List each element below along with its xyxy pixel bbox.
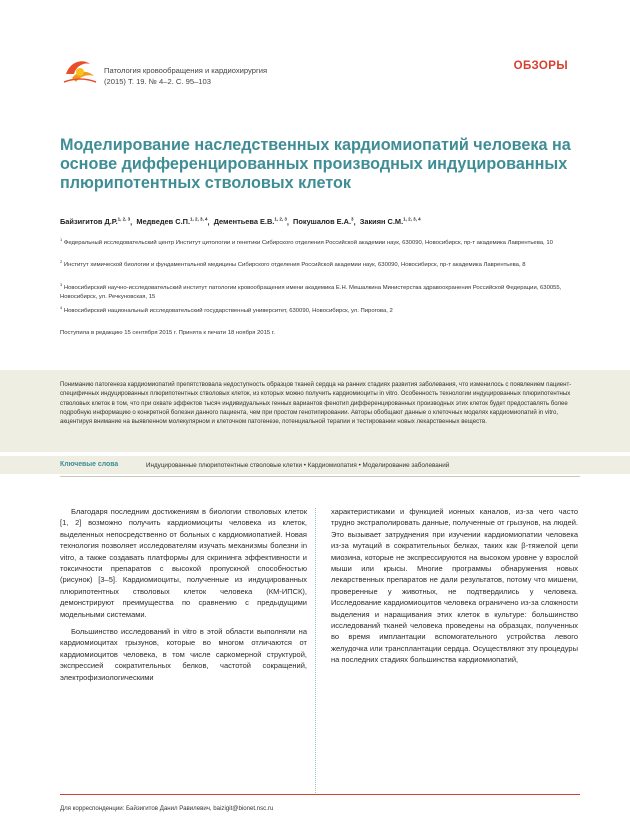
journal-name: Патология кровообращения и кардиохирургия xyxy=(104,66,268,75)
affiliation: $^1$ Федеральный исследовательский центр Институт цитологии и генетики Сибирского отделения Российской академии наук, 630090, Новосибирск, пр-т академика Лаврентьева, 10 xyxy=(60,237,553,246)
keywords-divider xyxy=(60,476,580,477)
author: Байзигитов Д.Р.$^{1, 2, 3}$ xyxy=(60,217,131,227)
footer-divider xyxy=(60,794,580,795)
body-paragraph: Большинство исследований in vitro в этой области выполняли на кардиомиоцитах грызунов, которые во многом отличаются от кардиомиоцитов человека, в том числе саркомерной структурой, экспрессией сократительных белков, частотой сокращений, электрофизиологическими xyxy=(60,627,307,682)
keywords-label: Ключевые слова xyxy=(60,461,119,468)
body-column-right xyxy=(331,506,578,666)
body-paragraph: Благодаря последним достижениям в биологии стволовых клеток [1, 2] возможно получить кардиомиоциты человека из клеток, выделенных непосредственно от больных с кардиомиопатией. Новая технология позволяет исследователям изучать механизмы болезни in vitro, а также создавать платформы для скрининга эффективности и токсичности препаратов с высокой пропускной способностью (рисунок) [3–5]. Кардиомиоциты, полученные из индуцированных плюрипотентных стволовых клеток человека (КМ-ИПСК), демонстрируют преимущества по сравнению с предыдущими модельными системами. xyxy=(60,507,307,619)
affiliation: $^2$ Институт химической биологии и фундаментальной медицины Сибирского отделения Российской академии наук, 630090, Новосибирск, пр-т академика Лаврентьева, 8 xyxy=(60,259,526,268)
abstract-text: Пониманию патогенеза кардиомиопатий препятствовала недоступность образцов тканей сердца на ранних стадиях развития заболевания, что изменилось с появлением пациент-специфичных индуцированных плюрипотентных стволовых клеток, из которых можно получить кардиомиоциты in vitro. Особенность технологии индуцированных плюрипотентных стволовых клеток в том, что при охвате эффектов тысяч индивидуальных генных вариантов фенотип дифференцированных производных этих клеток будет предоставлять более подробную информацию о конкретной болезни данного пациента, чем при простом генотипировании. Авторы обобщают данные о клеточных моделях кардиомиопатий in vitro, акцентируя внимание на выявленном молекулярном и клеточном патогенезе, потенциальной терапии и тестировании новых лекарственных веществ. xyxy=(60,381,572,426)
section-label: ОБЗОРЫ xyxy=(513,60,568,72)
affiliation: $^4$ Новосибирский национальный исследовательский государственный университет, 630090, Новосибирск, ул. Пирогова, 2 xyxy=(60,305,393,314)
body-column-left xyxy=(60,506,307,683)
author: Дементьева Е.В.$^{1, 2, 3}$ xyxy=(213,217,287,227)
author-list: Байзигитов Д.Р.$^{1, 2, 3}$, Медведев С.П.$^{1, 2, 3, 4}$, Дементьева Е.В.$^{1, 2, 3}$, Покушалов Е.А.$^3$, Закиян С.М.$^{1, 2, 3, 4}$ xyxy=(60,217,421,227)
journal-volume: (2015) Т. 19. № 4–2. С. 95–103 xyxy=(104,76,211,86)
correspondence[interactable]: Для корреспонденции: Байзигитов Данил Равилевич, baizigit@bionet.nsc.ru xyxy=(60,805,274,812)
author: Закиян С.М.$^{1, 2, 3, 4}$ xyxy=(359,217,421,227)
journal-citation xyxy=(104,66,267,87)
keywords-list: Индуцированные плюрипотентные стволовые клетки • Кардиомиопатия • Моделирование заболеваний xyxy=(146,462,450,469)
column-divider xyxy=(315,508,316,793)
author: Медведев С.П.$^{1, 2, 3, 4}$ xyxy=(136,217,208,227)
received-dates: Поступила в редакцию 15 сентября 2015 г. Принята к печати 18 ноября 2015 г. xyxy=(60,330,275,336)
article-title: Моделирование наследственных кардиомиопатий человека на основе дифференцированных производных индуцированных плюрипотентных стволовых клеток xyxy=(60,136,571,192)
affiliation: $^3$ Новосибирский научно-исследовательский институт патологии кровообращения имени академика Е.Н. Мешалкина Министерства здравоохранения Российской Федерации, 630055, Новосибирск, ул. Речкуновская, 15 xyxy=(60,282,562,300)
body-paragraph: характеристиками и функцией ионных каналов, из-за чего часто трудно экстраполировать данные, полученные от грызунов, на людей. Это вызывает затруднения при изучении кардиомиопатии человека из-за мутаций в сократительных белках, таких как β-тяжелой цепи миозина, которые не экспрессируются на высоком уровне у взрослой мыши или крысы. Многие программы обнаружения новых лекарственных препаратов не дали результатов, потому что мишени, проверенные у животных, не подтвердились у человека. Исследование кардиомиоцитов человека ограничено из-за сложности выделения и наращивания этих клеток в культуре: большинство исследований тканей человека проведены на образцах, полученных во время имплантации вспомогательного устройства левого желудочка или трансплантации сердца. Осуществляют эту процедуры на последних стадиях большинства кардиомиопатий, xyxy=(331,507,578,665)
journal-logo xyxy=(60,52,100,92)
author: Покушалов Е.А.$^3$ xyxy=(293,217,354,227)
